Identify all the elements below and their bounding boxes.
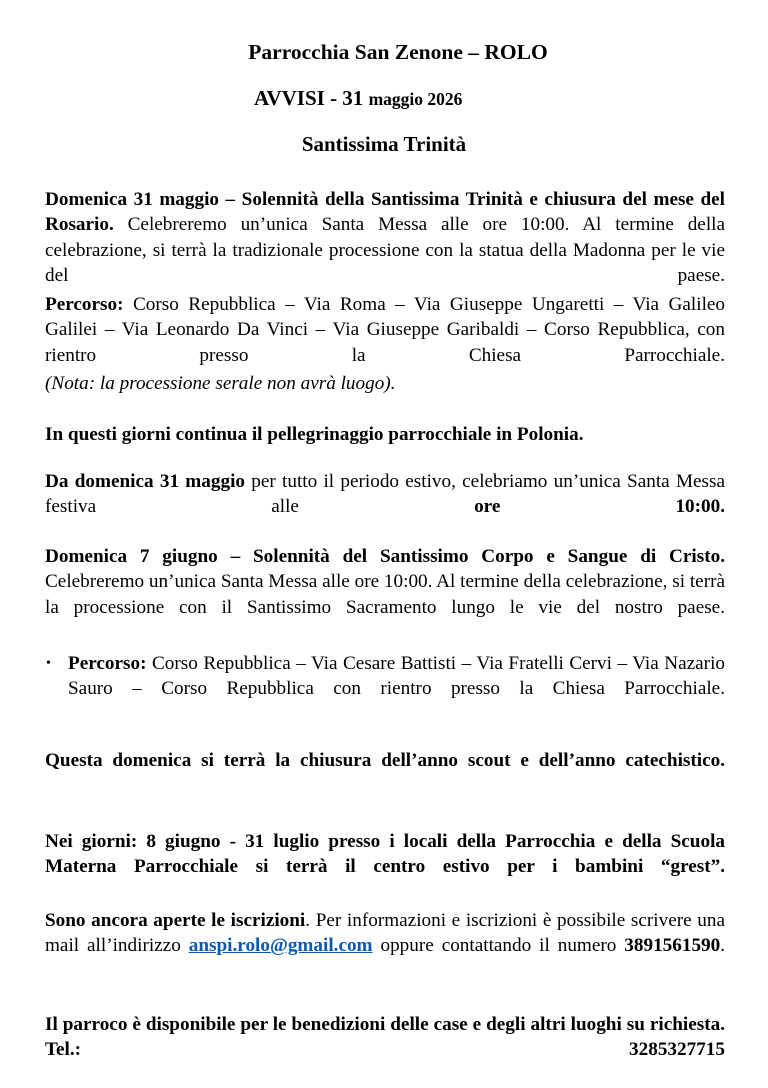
registration-open: Sono ancora aperte le iscrizioni — [45, 910, 306, 931]
route-text: Corso Repubblica – Via Roma – Via Giuseppe Ungaretti – Via Galileo Galilei – Via Leonardo Da Vinci – Via Giuseppe Garibaldi – Corso Repubblica, con rientro presso la Chiesa Parrocchiale. — [45, 294, 726, 366]
bullet-icon: • — [46, 656, 51, 671]
summer-mass-notice — [45, 469, 725, 545]
scout-notice: Questa domenica si terrà la chiusura dell’anno scout e dell’anno catechistico. — [45, 750, 725, 771]
trinity-text: Celebreremo un’unica Santa Messa alle ore 10:00. Al termine della celebrazione, si terrà la tradizionale processione con la statua della Madonna per le vie del paese. — [45, 214, 726, 287]
grest-title: Nei giorni: 8 giugno - 31 luglio presso i locali della Parrocchia e della Scuola Materna Parrocchiale si terrà il centro estivo per i bambini “grest”. — [45, 831, 725, 878]
trinity-note: (Nota: la processione serale non avrà luogo). — [45, 373, 396, 394]
email-link[interactable]: anspi.rolo@gmail.com — [188, 935, 373, 957]
summer-mass-lead: Da domenica 31 maggio — [45, 471, 245, 492]
blessings-notice: Il parroco è disponibile per le benedizioni delle case e degli altri luoghi su richiesta. Tel.: 3285327715 — [45, 1014, 725, 1061]
route-text: Corso Repubblica – Via Cesare Battisti – Via Fratelli Cervi – Via Nazario Sauro – Corso Repubblica con rientro presso la Chiesa Parrocchiale. — [68, 653, 725, 700]
corpus-domini-text: Celebreremo un’unica Santa Messa alle ore 10:00. Al termine della celebrazione, si terrà la processione con il Santissimo Sacramento lungo le vie del nostro paese. — [45, 571, 725, 618]
trinity-title: Domenica 31 maggio – Solennità della Santissima Trinità e chiusura del mese del Rosario. — [45, 189, 725, 236]
feast-title: Santissima Trinità — [301, 132, 467, 156]
corpus-domini-title: Domenica 7 giugno – Solennità del Santissimo Corpo e Sangue di Cristo. — [45, 546, 725, 567]
route-label: Percorso: — [45, 294, 124, 315]
summer-mass-time: ore 10:00. — [474, 496, 726, 518]
corpus-domini-paragraph — [45, 544, 725, 646]
parish-title: Parrocchia San Zenone – ROLO — [248, 40, 548, 64]
phone-number: 3891561590 — [624, 935, 721, 957]
pilgrimage-notice: In questi giorni continua il pellegrinaggio parrocchiale in Polonia. — [45, 424, 584, 445]
grest-paragraph — [45, 829, 725, 905]
notices-date: AVVISI - 31 maggio 2026 — [254, 86, 463, 110]
grest-registration: Sono ancora aperte le iscrizioni. Per informazioni e iscrizioni è possibile scrivere una mail all’indirizzo anspi.rolo@gmail.com oppure contattando il numero 3891561590. — [45, 910, 726, 957]
corpus-domini-route — [46, 651, 725, 727]
route-label: Percorso: — [68, 653, 147, 674]
summer-mass-text: per tutto il periodo estivo, celebriamo un’unica Santa Messa festiva alle — [45, 471, 725, 518]
